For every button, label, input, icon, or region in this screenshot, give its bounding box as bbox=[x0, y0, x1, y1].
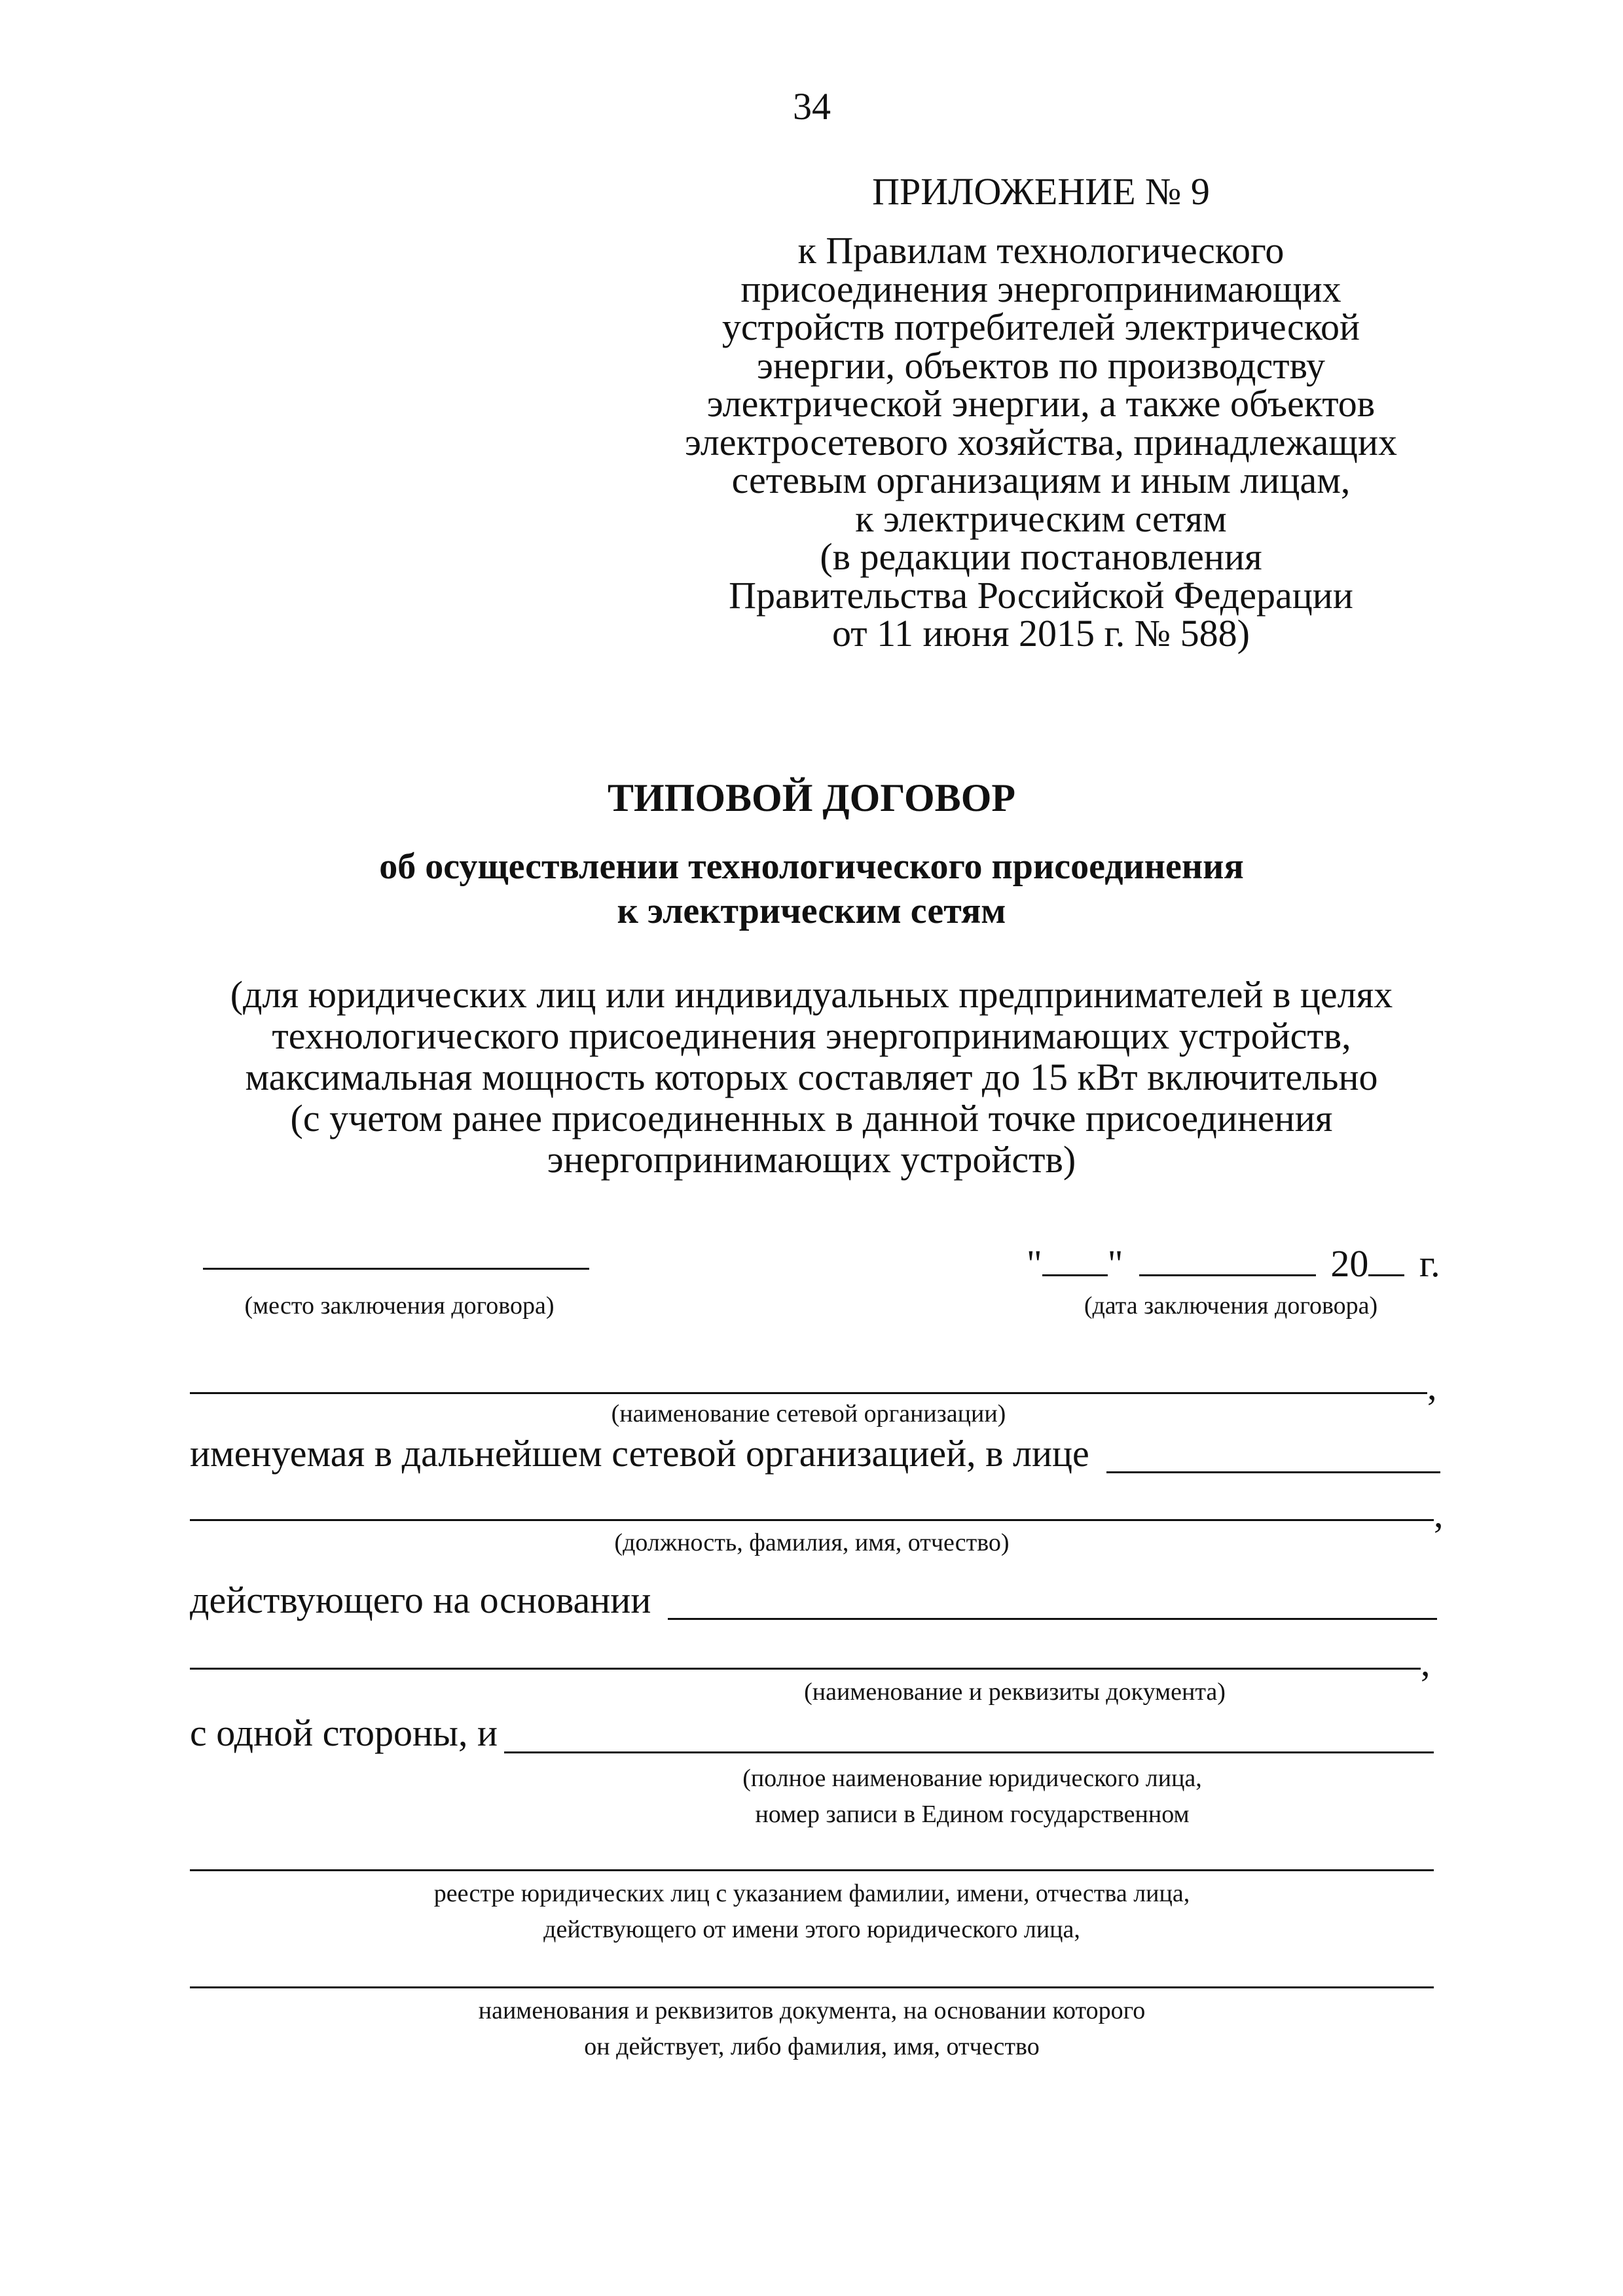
appendix-subtitle bbox=[668, 229, 1414, 655]
basis-document-line[interactable] bbox=[190, 1986, 1434, 1988]
comma: , bbox=[1427, 1365, 1437, 1408]
scope-line: максимальная мощность которых составляет до 15 кВт включительно bbox=[245, 1056, 1378, 1098]
basis-caption bbox=[190, 1993, 1434, 2065]
caption-line: номер записи в Едином государственном bbox=[755, 1801, 1190, 1828]
scope-line: (с учетом ранее присоединенных в данной точке присоединения bbox=[290, 1097, 1333, 1139]
document-caption: (наименование и реквизиты документа) bbox=[804, 1678, 1226, 1706]
scope-line: технологического присоединения энергопринимающих устройств, bbox=[272, 1014, 1351, 1057]
comma: , bbox=[1421, 1641, 1431, 1684]
appendix-line: сетевым организациям и иным лицам, bbox=[731, 459, 1351, 501]
named-text: именуемая в дальнейшем сетевой организацией, в лице bbox=[190, 1432, 1089, 1475]
appendix-line: электросетевого хозяйства, принадлежащих bbox=[684, 420, 1397, 463]
representative-line[interactable] bbox=[1106, 1471, 1440, 1473]
caption-line: действующего от имени этого юридического лица, bbox=[543, 1916, 1080, 1943]
contract-subtitle bbox=[0, 844, 1623, 933]
position-caption: (должность, фамилия, имя, отчество) bbox=[614, 1529, 1010, 1556]
legal-entity-line[interactable] bbox=[504, 1751, 1434, 1753]
appendix-line: энергии, объектов по производству bbox=[756, 344, 1326, 387]
date-field[interactable] bbox=[1027, 1238, 1440, 1284]
contract-scope bbox=[0, 974, 1623, 1180]
contract-subtitle-line: об осуществлении технологического присоединения bbox=[379, 846, 1244, 887]
legal-entity-caption bbox=[629, 1761, 1316, 1833]
acting-text: действующего на основании bbox=[190, 1579, 651, 1621]
scope-line: энергопринимающих устройств) bbox=[547, 1138, 1076, 1181]
contract-subtitle-line: к электрическим сетям bbox=[617, 891, 1006, 931]
year-suffix: г. bbox=[1419, 1242, 1440, 1285]
comma: , bbox=[1434, 1493, 1444, 1535]
caption-line: (полное наименование юридического лица, bbox=[742, 1765, 1202, 1792]
place-blank-line[interactable] bbox=[203, 1268, 589, 1270]
appendix-line: (в редакции постановления bbox=[820, 535, 1262, 578]
appendix-line: от 11 июня 2015 г. № 588) bbox=[832, 612, 1250, 655]
registry-caption bbox=[190, 1876, 1434, 1948]
appendix-title: ПРИЛОЖЕНИЕ № 9 bbox=[872, 170, 1210, 213]
document-line[interactable] bbox=[190, 1668, 1421, 1670]
appendix-line: устройств потребителей электрической bbox=[721, 306, 1360, 348]
basis-line[interactable] bbox=[668, 1618, 1437, 1620]
year-blank[interactable] bbox=[1368, 1238, 1404, 1276]
caption-line: наименования и реквизитов документа, на основании которого bbox=[478, 1997, 1146, 2024]
caption-line: он действует, либо фамилия, имя, отчество bbox=[584, 2033, 1040, 2060]
appendix-line: электрической энергии, а также объектов bbox=[706, 382, 1376, 425]
contract-title: ТИПОВОЙ ДОГОВОР bbox=[607, 776, 1016, 819]
registry-line[interactable] bbox=[190, 1869, 1434, 1871]
date-quote-close: " bbox=[1107, 1242, 1123, 1285]
date-quote-open: " bbox=[1027, 1242, 1042, 1285]
position-line[interactable] bbox=[190, 1519, 1434, 1521]
appendix-line: к Правилам технологического bbox=[797, 229, 1285, 272]
date-caption: (дата заключения договора) bbox=[1084, 1292, 1378, 1319]
page-number: 34 bbox=[793, 85, 831, 128]
appendix-line: Правительства Российской Федерации bbox=[729, 573, 1353, 617]
day-blank[interactable] bbox=[1042, 1238, 1108, 1276]
month-blank[interactable] bbox=[1139, 1238, 1316, 1276]
one-side-text: с одной стороны, и bbox=[190, 1712, 498, 1754]
caption-line: реестре юридических лиц с указанием фамилии, имени, отчества лица, bbox=[433, 1880, 1190, 1907]
network-org-caption: (наименование сетевой организации) bbox=[611, 1400, 1006, 1427]
network-org-line[interactable] bbox=[190, 1392, 1427, 1394]
year-prefix: 20 bbox=[1330, 1242, 1369, 1285]
appendix-line: к электрическим сетям bbox=[855, 497, 1227, 540]
place-caption: (место заключения договора) bbox=[244, 1292, 555, 1319]
appendix-line: присоединения энергопринимающих bbox=[740, 267, 1341, 310]
scope-line: (для юридических лиц или индивидуальных предпринимателей в целях bbox=[230, 973, 1393, 1016]
